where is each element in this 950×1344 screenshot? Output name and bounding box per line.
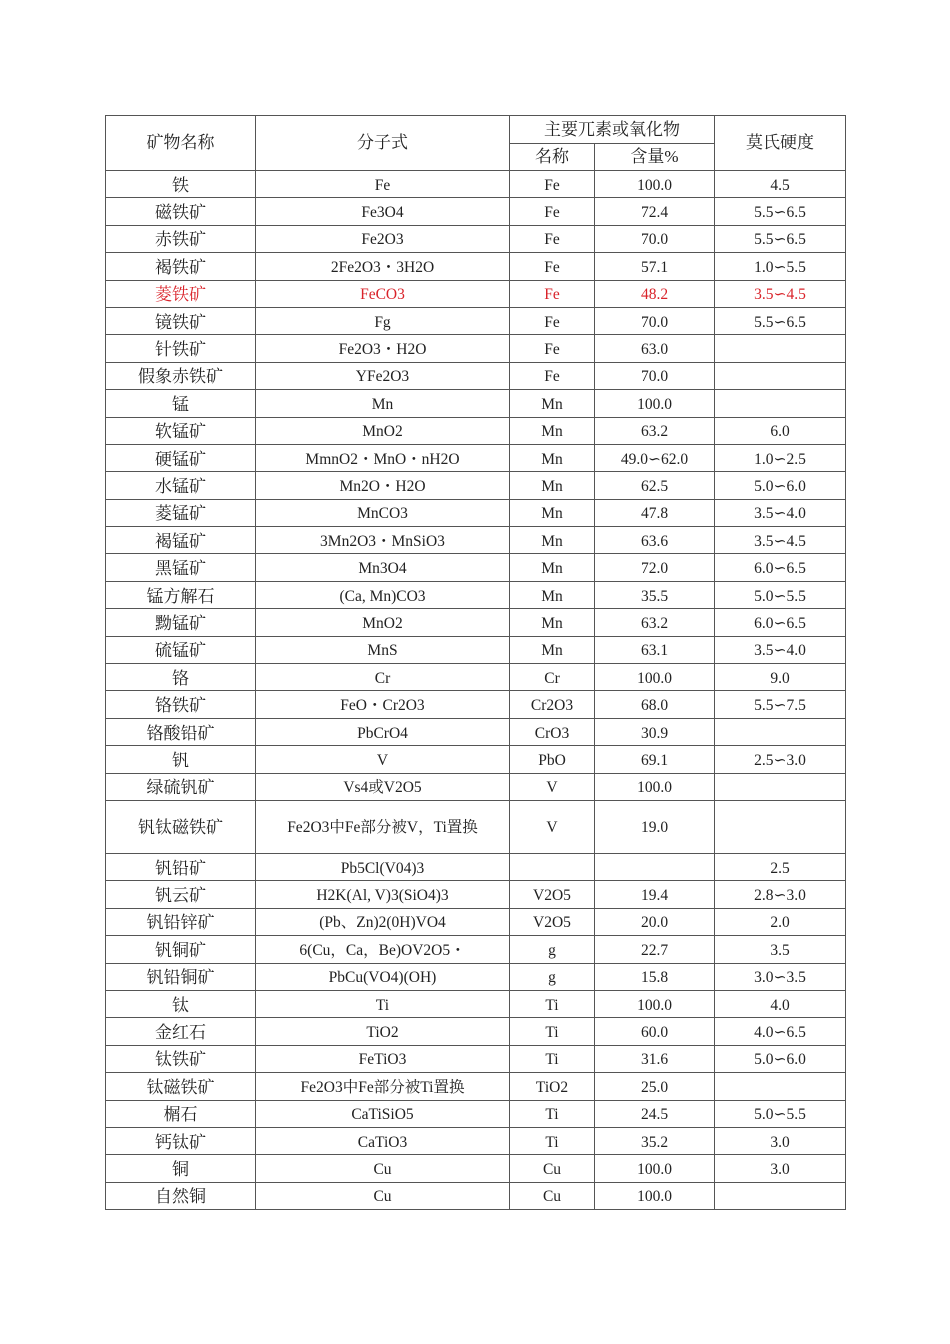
table-row — [106, 1127, 846, 1154]
mineral-name-cell: 褐铁矿 — [106, 253, 256, 280]
element-cell: Mn — [510, 417, 595, 444]
header-mineral-name: 矿物名称 — [106, 116, 256, 171]
table-row — [106, 581, 846, 608]
content-cell: 100.0 — [595, 990, 715, 1017]
mineral-name-cell: 钒云矿 — [106, 881, 256, 908]
table-row — [106, 307, 846, 334]
element-cell: Ti — [510, 1045, 595, 1072]
element-cell: Mn — [510, 636, 595, 663]
formula-cell: TiO2 — [256, 1018, 510, 1045]
content-cell: 100.0 — [595, 1155, 715, 1182]
hardness-cell — [715, 773, 846, 800]
formula-cell: MnS — [256, 636, 510, 663]
table-row — [106, 691, 846, 718]
header-hardness: 莫氏硬度 — [715, 116, 846, 171]
table-row — [106, 253, 846, 280]
content-cell — [595, 853, 715, 880]
element-cell: PbO — [510, 746, 595, 773]
element-cell: Cu — [510, 1155, 595, 1182]
table-row — [106, 499, 846, 526]
hardness-cell: 5.0∽6.0 — [715, 472, 846, 499]
element-cell: Mn — [510, 581, 595, 608]
content-cell: 15.8 — [595, 963, 715, 990]
table-row — [106, 335, 846, 362]
formula-cell: YFe2O3 — [256, 362, 510, 389]
table-row — [106, 1182, 846, 1209]
formula-cell: Fe2O3 — [256, 225, 510, 252]
formula-cell: MnO2 — [256, 609, 510, 636]
hardness-cell: 5.0∽5.5 — [715, 1100, 846, 1127]
content-cell: 100.0 — [595, 1182, 715, 1209]
element-cell: g — [510, 936, 595, 963]
element-cell: Fe — [510, 198, 595, 225]
hardness-cell: 4.0 — [715, 990, 846, 1017]
element-cell: Mn — [510, 472, 595, 499]
table-row — [106, 1073, 846, 1100]
hardness-cell — [715, 390, 846, 417]
formula-cell: Cr — [256, 664, 510, 691]
formula-cell: H2K(Al, V)3(SiO4)3 — [256, 881, 510, 908]
hardness-cell: 3.0 — [715, 1127, 846, 1154]
element-cell: Fe — [510, 280, 595, 307]
element-cell: Ti — [510, 1018, 595, 1045]
hardness-cell: 3.5 — [715, 936, 846, 963]
table-row — [106, 198, 846, 225]
table-row — [106, 853, 846, 880]
formula-cell: (Ca, Mn)CO3 — [256, 581, 510, 608]
formula-cell: (Pb、Zn)2(0H)VO4 — [256, 908, 510, 935]
element-cell: Fe — [510, 225, 595, 252]
content-cell: 63.2 — [595, 417, 715, 444]
table-row — [106, 1045, 846, 1072]
hardness-cell: 3.0∽3.5 — [715, 963, 846, 990]
table-row — [106, 554, 846, 581]
element-cell: TiO2 — [510, 1073, 595, 1100]
header-element-name: 名称 — [510, 144, 595, 171]
header-main-element: 主要兀素或氧化物 — [510, 116, 715, 144]
table-row — [106, 664, 846, 691]
content-cell: 57.1 — [595, 253, 715, 280]
formula-cell: Vs4或V2O5 — [256, 773, 510, 800]
content-cell: 19.4 — [595, 881, 715, 908]
formula-cell: Cu — [256, 1182, 510, 1209]
mineral-name-cell: 锰 — [106, 390, 256, 417]
mineral-table — [105, 115, 846, 1210]
mineral-name-cell: 硬锰矿 — [106, 444, 256, 471]
mineral-name-cell: 钒铅矿 — [106, 853, 256, 880]
content-cell: 47.8 — [595, 499, 715, 526]
table-row — [106, 963, 846, 990]
element-cell: Fe — [510, 253, 595, 280]
mineral-name-cell: 针铁矿 — [106, 335, 256, 362]
formula-cell: FeTiO3 — [256, 1045, 510, 1072]
table-row — [106, 936, 846, 963]
mineral-name-cell: 镜铁矿 — [106, 307, 256, 334]
content-cell: 22.7 — [595, 936, 715, 963]
content-cell: 70.0 — [595, 307, 715, 334]
hardness-cell: 3.0 — [715, 1155, 846, 1182]
formula-cell: MnCO3 — [256, 499, 510, 526]
mineral-name-cell: 绿硫钒矿 — [106, 773, 256, 800]
element-cell: Fe — [510, 362, 595, 389]
element-cell: V2O5 — [510, 881, 595, 908]
mineral-name-cell: 磁铁矿 — [106, 198, 256, 225]
formula-cell: Ti — [256, 990, 510, 1017]
mineral-name-cell: 赤铁矿 — [106, 225, 256, 252]
hardness-cell: 5.5∽7.5 — [715, 691, 846, 718]
hardness-cell: 3.5∽4.0 — [715, 636, 846, 663]
content-cell: 31.6 — [595, 1045, 715, 1072]
hardness-cell: 2.8∽3.0 — [715, 881, 846, 908]
content-cell: 63.1 — [595, 636, 715, 663]
hardness-cell: 2.5 — [715, 853, 846, 880]
mineral-name-cell: 铬酸铅矿 — [106, 718, 256, 745]
mineral-name-cell: 软锰矿 — [106, 417, 256, 444]
mineral-name-cell: 钛铁矿 — [106, 1045, 256, 1072]
mineral-name-cell: 黑锰矿 — [106, 554, 256, 581]
formula-cell: Fe2O3・H2O — [256, 335, 510, 362]
content-cell: 24.5 — [595, 1100, 715, 1127]
element-cell: Mn — [510, 444, 595, 471]
element-cell: V — [510, 800, 595, 853]
formula-cell: Fe2O3中Fe部分被V，Ti置换 — [256, 800, 510, 853]
formula-cell: MmnO2・MnO・nH2O — [256, 444, 510, 471]
formula-cell: 2Fe2O3・3H2O — [256, 253, 510, 280]
header-content: 含量% — [595, 144, 715, 171]
mineral-name-cell: 假象赤铁矿 — [106, 362, 256, 389]
hardness-cell: 6.0∽6.5 — [715, 554, 846, 581]
hardness-cell: 2.0 — [715, 908, 846, 935]
element-cell: Fe — [510, 307, 595, 334]
mineral-name-cell: 褐锰矿 — [106, 527, 256, 554]
content-cell: 100.0 — [595, 664, 715, 691]
hardness-cell: 3.5∽4.0 — [715, 499, 846, 526]
table-row — [106, 390, 846, 417]
hardness-cell: 4.0∽6.5 — [715, 1018, 846, 1045]
table-row — [106, 718, 846, 745]
table-row — [106, 746, 846, 773]
formula-cell: CaTiSiO5 — [256, 1100, 510, 1127]
hardness-cell: 5.0∽5.5 — [715, 581, 846, 608]
table-row — [106, 362, 846, 389]
content-cell: 63.2 — [595, 609, 715, 636]
formula-cell: Mn — [256, 390, 510, 417]
table-row — [106, 527, 846, 554]
content-cell: 70.0 — [595, 225, 715, 252]
mineral-name-cell: 铁 — [106, 171, 256, 198]
table-body — [106, 171, 846, 1210]
mineral-name-cell: 钒铅锌矿 — [106, 908, 256, 935]
formula-cell: Fe3O4 — [256, 198, 510, 225]
table-header — [106, 116, 846, 171]
element-cell: Mn — [510, 554, 595, 581]
table-row — [106, 908, 846, 935]
element-cell: Mn — [510, 609, 595, 636]
formula-cell: Fe — [256, 171, 510, 198]
mineral-name-cell: 钒钛磁铁矿 — [106, 800, 256, 853]
mineral-name-cell: 菱铁矿 — [106, 280, 256, 307]
hardness-cell: 2.5∽3.0 — [715, 746, 846, 773]
content-cell: 72.4 — [595, 198, 715, 225]
content-cell: 63.6 — [595, 527, 715, 554]
formula-cell: 3Mn2O3・MnSiO3 — [256, 527, 510, 554]
mineral-name-cell: 锰方解石 — [106, 581, 256, 608]
formula-cell: PbCrO4 — [256, 718, 510, 745]
mineral-name-cell: 铜 — [106, 1155, 256, 1182]
content-cell: 35.2 — [595, 1127, 715, 1154]
formula-cell: MnO2 — [256, 417, 510, 444]
mineral-name-cell: 钙钛矿 — [106, 1127, 256, 1154]
hardness-cell — [715, 362, 846, 389]
content-cell: 25.0 — [595, 1073, 715, 1100]
table-row — [106, 990, 846, 1017]
table-row — [106, 225, 846, 252]
header-formula: 分子式 — [256, 116, 510, 171]
mineral-name-cell: 菱锰矿 — [106, 499, 256, 526]
element-cell: Cu — [510, 1182, 595, 1209]
table-row — [106, 171, 846, 198]
mineral-name-cell: 钒铜矿 — [106, 936, 256, 963]
hardness-cell — [715, 718, 846, 745]
hardness-cell — [715, 1073, 846, 1100]
mineral-name-cell: 钛磁铁矿 — [106, 1073, 256, 1100]
table-row — [106, 773, 846, 800]
formula-cell: Fg — [256, 307, 510, 334]
table-row — [106, 417, 846, 444]
mineral-name-cell: 硫锰矿 — [106, 636, 256, 663]
hardness-cell: 5.0∽6.0 — [715, 1045, 846, 1072]
hardness-cell: 6.0 — [715, 417, 846, 444]
table-row — [106, 800, 846, 853]
content-cell: 69.1 — [595, 746, 715, 773]
mineral-name-cell: 钛 — [106, 990, 256, 1017]
content-cell: 30.9 — [595, 718, 715, 745]
formula-cell: V — [256, 746, 510, 773]
table-row — [106, 609, 846, 636]
element-cell: Ti — [510, 1100, 595, 1127]
element-cell: Mn — [510, 527, 595, 554]
content-cell: 72.0 — [595, 554, 715, 581]
formula-cell: PbCu(VO4)(OH) — [256, 963, 510, 990]
element-cell: Cr2O3 — [510, 691, 595, 718]
element-cell: Mn — [510, 499, 595, 526]
formula-cell: Pb5Cl(V04)3 — [256, 853, 510, 880]
element-cell: Cr — [510, 664, 595, 691]
element-cell: g — [510, 963, 595, 990]
content-cell: 20.0 — [595, 908, 715, 935]
hardness-cell: 5.5∽6.5 — [715, 225, 846, 252]
content-cell: 100.0 — [595, 171, 715, 198]
mineral-name-cell: 黝锰矿 — [106, 609, 256, 636]
formula-cell: CaTiO3 — [256, 1127, 510, 1154]
formula-cell: FeCO3 — [256, 280, 510, 307]
content-cell: 68.0 — [595, 691, 715, 718]
mineral-name-cell: 自然铜 — [106, 1182, 256, 1209]
element-cell: CrO3 — [510, 718, 595, 745]
mineral-name-cell: 钒 — [106, 746, 256, 773]
mineral-name-cell: 钒铅铜矿 — [106, 963, 256, 990]
hardness-cell: 1.0∽5.5 — [715, 253, 846, 280]
hardness-cell: 4.5 — [715, 171, 846, 198]
content-cell: 62.5 — [595, 472, 715, 499]
formula-cell: Mn3O4 — [256, 554, 510, 581]
element-cell: V2O5 — [510, 908, 595, 935]
table-row — [106, 280, 846, 307]
hardness-cell: 5.5∽6.5 — [715, 198, 846, 225]
content-cell: 19.0 — [595, 800, 715, 853]
hardness-cell: 3.5∽4.5 — [715, 527, 846, 554]
hardness-cell — [715, 335, 846, 362]
table-row — [106, 1100, 846, 1127]
hardness-cell: 3.5∽4.5 — [715, 280, 846, 307]
mineral-name-cell: 金红石 — [106, 1018, 256, 1045]
hardness-cell — [715, 800, 846, 853]
hardness-cell: 6.0∽6.5 — [715, 609, 846, 636]
mineral-name-cell: 榍石 — [106, 1100, 256, 1127]
element-cell — [510, 853, 595, 880]
element-cell: Fe — [510, 335, 595, 362]
content-cell: 60.0 — [595, 1018, 715, 1045]
formula-cell: Cu — [256, 1155, 510, 1182]
table-row — [106, 472, 846, 499]
content-cell: 49.0∽62.0 — [595, 444, 715, 471]
table-row — [106, 1155, 846, 1182]
mineral-name-cell: 水锰矿 — [106, 472, 256, 499]
element-cell: Ti — [510, 1127, 595, 1154]
formula-cell: 6(Cu，Ca，Be)OV2O5・ — [256, 936, 510, 963]
table-row — [106, 444, 846, 471]
content-cell: 48.2 — [595, 280, 715, 307]
mineral-name-cell: 铬 — [106, 664, 256, 691]
content-cell: 100.0 — [595, 773, 715, 800]
element-cell: Ti — [510, 990, 595, 1017]
mineral-name-cell: 铬铁矿 — [106, 691, 256, 718]
table-row — [106, 1018, 846, 1045]
element-cell: Mn — [510, 390, 595, 417]
element-cell: V — [510, 773, 595, 800]
table-row — [106, 881, 846, 908]
hardness-cell — [715, 1182, 846, 1209]
content-cell: 100.0 — [595, 390, 715, 417]
content-cell: 63.0 — [595, 335, 715, 362]
content-cell: 70.0 — [595, 362, 715, 389]
formula-cell: Mn2O・H2O — [256, 472, 510, 499]
hardness-cell: 5.5∽6.5 — [715, 307, 846, 334]
element-cell: Fe — [510, 171, 595, 198]
formula-cell: Fe2O3中Fe部分被Ti置换 — [256, 1073, 510, 1100]
hardness-cell: 9.0 — [715, 664, 846, 691]
hardness-cell: 1.0∽2.5 — [715, 444, 846, 471]
formula-cell: FeO・Cr2O3 — [256, 691, 510, 718]
content-cell: 35.5 — [595, 581, 715, 608]
table-row — [106, 636, 846, 663]
